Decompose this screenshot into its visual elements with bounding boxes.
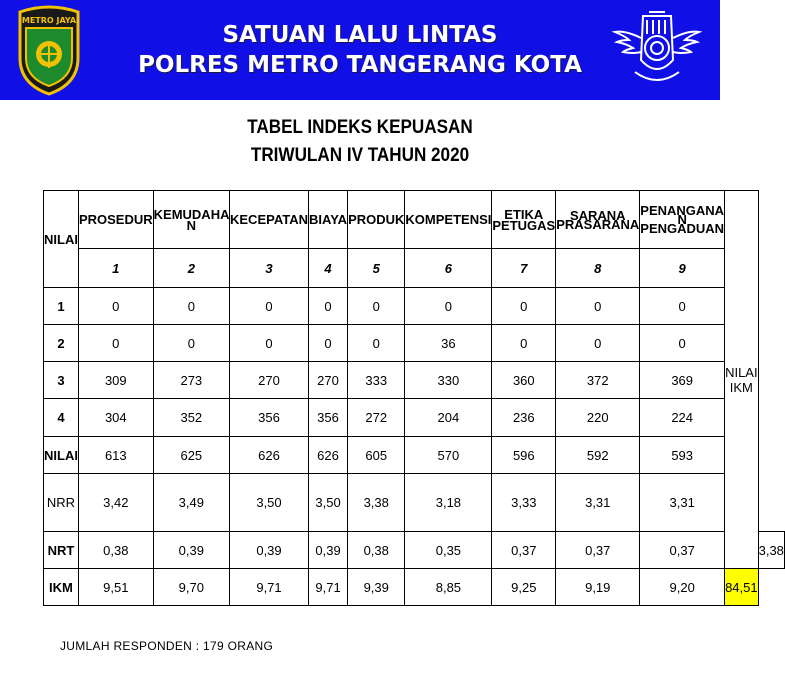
table-cell: 0: [309, 288, 348, 325]
row-label: IKM: [44, 569, 79, 606]
table-cell: 0,38: [348, 532, 405, 569]
table-cell: 9,19: [556, 569, 640, 606]
table-cell: 3,33: [492, 474, 556, 532]
table-cell: 3,42: [78, 474, 153, 532]
column-header: PROSEDUR: [78, 191, 153, 249]
ikm-header: NILAI IKM: [725, 191, 759, 569]
table-cell: 8,85: [405, 569, 492, 606]
table-cell: 0,37: [640, 532, 725, 569]
table-cell: 605: [348, 437, 405, 474]
column-header: BIAYA: [309, 191, 348, 249]
table-cell: 592: [556, 437, 640, 474]
table-cell: 220: [556, 399, 640, 437]
table-cell: 0,39: [153, 532, 229, 569]
table-cell: 0: [640, 288, 725, 325]
table-cell: 0: [153, 288, 229, 325]
table-cell: 0: [348, 288, 405, 325]
table-header-row: [44, 191, 785, 249]
column-header: KOMPETENSI: [405, 191, 492, 249]
table-cell: 625: [153, 437, 229, 474]
table-cell: 570: [405, 437, 492, 474]
table-cell: 0: [556, 288, 640, 325]
table-row: [44, 399, 785, 437]
column-number: 4: [309, 249, 348, 288]
row-label: 3: [44, 362, 79, 399]
table-cell: 0: [640, 325, 725, 362]
column-header: KECEPATAN: [230, 191, 309, 249]
traffic-police-wings-emblem-icon: [613, 8, 701, 94]
table-cell: 596: [492, 437, 556, 474]
column-header: PRODUK: [348, 191, 405, 249]
unit-subtitle: POLRES METRO TANGERANG KOTA: [138, 52, 582, 78]
table-cell: 372: [556, 362, 640, 399]
table-cell: 9,71: [230, 569, 309, 606]
table-cell: 0,39: [230, 532, 309, 569]
table-row: [44, 569, 785, 606]
ikm-nrt-total: 3,38: [758, 532, 784, 569]
column-number: 5: [348, 249, 405, 288]
table-cell: 593: [640, 437, 725, 474]
table-cell: 9,39: [348, 569, 405, 606]
header-banner: [0, 0, 720, 100]
table-cell: 9,70: [153, 569, 229, 606]
table-cell: 270: [309, 362, 348, 399]
column-header: PENANGANA N PENGADUAN: [640, 191, 725, 249]
table-cell: 273: [153, 362, 229, 399]
table-cell: 3,31: [556, 474, 640, 532]
table-cell: 626: [230, 437, 309, 474]
table-row: [44, 437, 785, 474]
column-number-row: [44, 249, 785, 288]
table-cell: 352: [153, 399, 229, 437]
column-number: 9: [640, 249, 725, 288]
table-cell: 224: [640, 399, 725, 437]
table-cell: 236: [492, 399, 556, 437]
table-cell: 613: [78, 437, 153, 474]
table-cell: 0: [78, 325, 153, 362]
column-header: ETIKA PETUGAS: [492, 191, 556, 249]
table-cell: 3,49: [153, 474, 229, 532]
table-cell: 330: [405, 362, 492, 399]
table-row: [44, 362, 785, 399]
table-cell: 356: [230, 399, 309, 437]
svg-text:METRO JAYA: METRO JAYA: [21, 16, 77, 25]
table-cell: 9,51: [78, 569, 153, 606]
table-cell: 3,50: [309, 474, 348, 532]
table-cell: 360: [492, 362, 556, 399]
table-cell: 369: [640, 362, 725, 399]
ikm-final-score: 84,51: [725, 569, 759, 606]
table-cell: 0: [492, 288, 556, 325]
table-cell: 626: [309, 437, 348, 474]
table-cell: 333: [348, 362, 405, 399]
row-label: NRR: [44, 474, 79, 532]
table-cell: 3,50: [230, 474, 309, 532]
table-row: [44, 474, 785, 532]
table-cell: 3,38: [348, 474, 405, 532]
table-cell: 0,35: [405, 532, 492, 569]
table-cell: 9,20: [640, 569, 725, 606]
table-cell: 0: [492, 325, 556, 362]
table-cell: 0: [405, 288, 492, 325]
column-number: 8: [556, 249, 640, 288]
table-cell: 0: [309, 325, 348, 362]
table-cell: 0,38: [78, 532, 153, 569]
table-cell: 0,39: [309, 532, 348, 569]
table-row: [44, 325, 785, 362]
column-number: 7: [492, 249, 556, 288]
column-number: 3: [230, 249, 309, 288]
respondent-count: JUMLAH RESPONDEN : 179 ORANG: [60, 639, 274, 653]
table-cell: 36: [405, 325, 492, 362]
table-cell: 0: [348, 325, 405, 362]
table-cell: 270: [230, 362, 309, 399]
table-cell: 0: [556, 325, 640, 362]
document-title: TABEL INDEKS KEPUASAN: [247, 117, 473, 138]
table-cell: 0,37: [556, 532, 640, 569]
table-cell: 0: [153, 325, 229, 362]
table-cell: 9,71: [309, 569, 348, 606]
document-subtitle: TRIWULAN IV TAHUN 2020: [250, 145, 470, 166]
table-cell: 9,25: [492, 569, 556, 606]
row-label: 4: [44, 399, 79, 437]
table-cell: 309: [78, 362, 153, 399]
row-label: 1: [44, 288, 79, 325]
table-row: [44, 288, 785, 325]
column-number: 6: [405, 249, 492, 288]
table-row: [44, 532, 785, 569]
column-number: 1: [78, 249, 153, 288]
column-header: KEMUDAHA N: [153, 191, 229, 249]
table-cell: 272: [348, 399, 405, 437]
table-cell: 204: [405, 399, 492, 437]
table-cell: 0: [230, 288, 309, 325]
table-cell: 3,31: [640, 474, 725, 532]
column-header: SARANA PRASARANA: [556, 191, 640, 249]
table-cell: 304: [78, 399, 153, 437]
table-cell: 356: [309, 399, 348, 437]
column-number: 2: [153, 249, 229, 288]
table-cell: 0: [78, 288, 153, 325]
table-cell: 0: [230, 325, 309, 362]
satisfaction-index-table: [43, 190, 785, 606]
unit-title: SATUAN LALU LINTAS: [222, 22, 498, 48]
corner-label: NILAI: [44, 191, 79, 288]
table-cell: 0,37: [492, 532, 556, 569]
row-label: NILAI: [44, 437, 79, 474]
metro-jaya-emblem-icon: [16, 6, 82, 96]
table-cell: 3,18: [405, 474, 492, 532]
row-label: NRT: [44, 532, 79, 569]
row-label: 2: [44, 325, 79, 362]
